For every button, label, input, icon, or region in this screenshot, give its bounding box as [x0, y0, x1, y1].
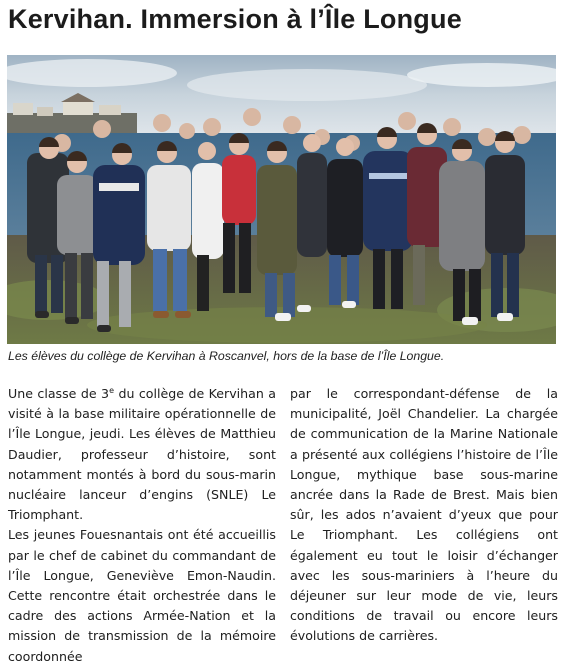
paragraph-1-start: Une classe de 3: [8, 386, 110, 401]
group-photo-image: [7, 55, 556, 344]
photo-caption: Les élèves du collège de Kervihan à Roscanvel, hors de la base de l’Île Longue.: [8, 349, 445, 363]
article-headline: Kervihan. Immersion à l’Île Longue: [8, 4, 462, 34]
ordinal-superscript: e: [109, 385, 114, 395]
column-right: [290, 384, 558, 669]
paragraph-1: [8, 384, 276, 525]
paragraph-1-rest: du collège de Kervihan a visité à la base militaire opérationnelle de l’Île Longue, jeudi. Les élèves de Matthieu Daudier, professeur d’histoire, sont notamment montés à bord du sous-marin nucléaire lanceur d’engins (SNLE) Le Triomphant.: [8, 386, 276, 523]
paragraph-2: Les jeunes Fouesnantais ont été accueillis par le chef de cabinet du commandant de l’Île Longue, Geneviève Emon-Naudin. Cette rencontre était orchestrée dans le cadre des actions Armée-Nation et la mission de transmission de la mémoire coordonnée: [8, 527, 276, 664]
group-photo: [7, 55, 556, 344]
paragraph-3: par le correspondant-défense de la municipalité, Joël Chandelier. La chargée de communication de la Marine Nationale a présenté aux collégiens l’histoire de l’Île Longue, mythique base sous-marine ancrée dans la Rade de Brest. Mais bien sûr, les ados n’avaient d’yeux que pour Le Triomphant. Les collégiens ont également eu tout le loisir d’échanger avec les sous-mariniers à l’heure du déjeuner sur leur mode de vie, leurs conditions de travail ou encore leurs évolutions de carrières.: [290, 386, 558, 644]
column-left: [8, 384, 276, 669]
article-body: [8, 384, 558, 669]
